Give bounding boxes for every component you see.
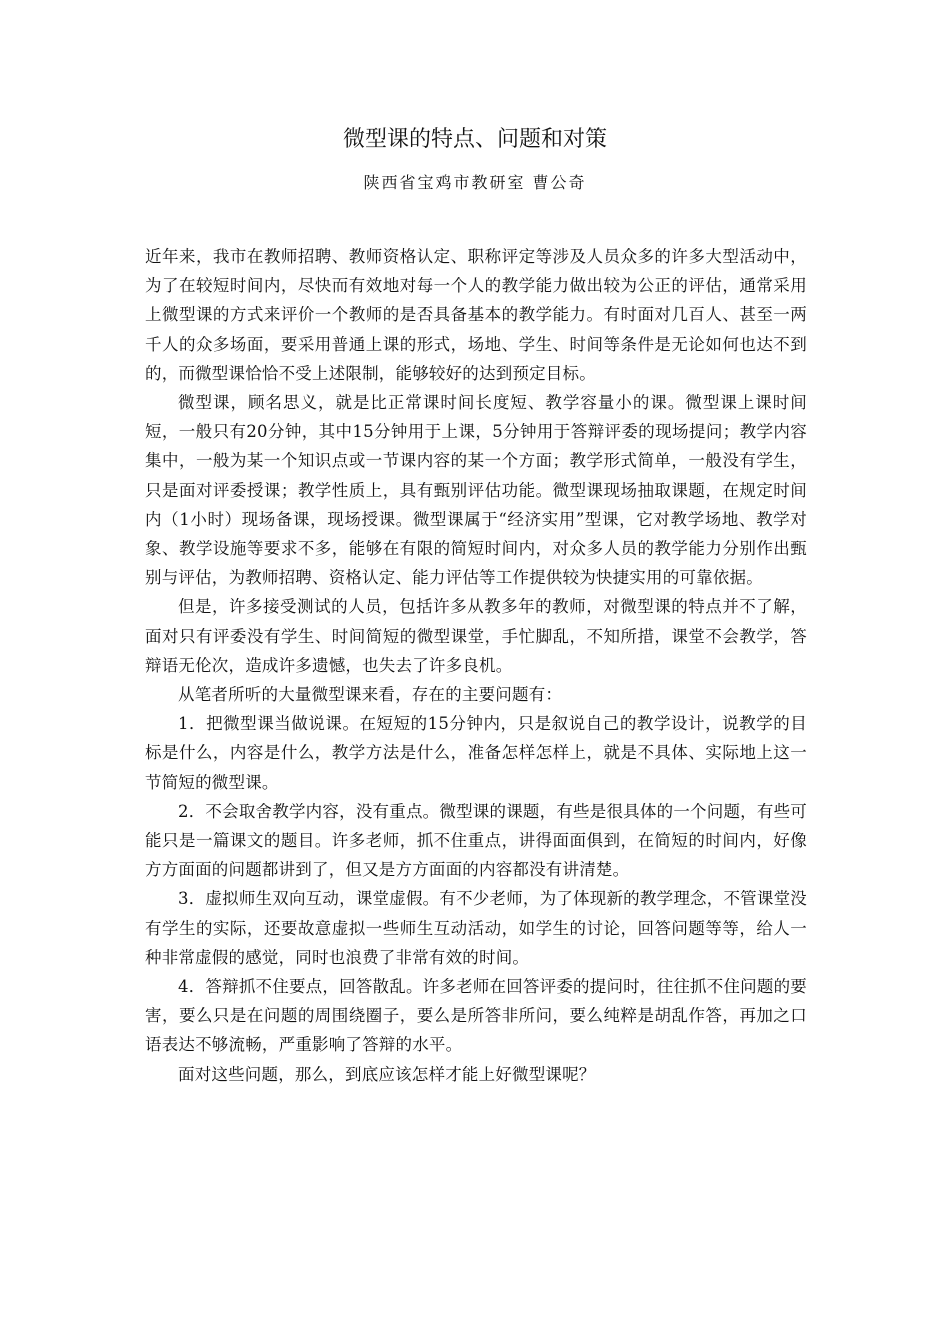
document-body	[145, 242, 807, 1089]
paragraph-problems-lead: 从笔者所听的大量微型课来看，存在的主要问题有：	[178, 685, 563, 705]
paragraph-problem-2: 2．不会取舍教学内容，没有重点。微型课的课题，有些是很具体的一个问题，有些可能只是一篇课文的题目。许多老师，抓不住重点，讲得面面俱到，在简短的时间内，好像方方面面的问题都讲到了，但又是方方面面的内容都没有讲清楚。	[145, 801, 807, 880]
author-line: 陕西省宝鸡市教研室 曹公奇	[363, 173, 587, 192]
paragraph-problem-overview: 但是，许多接受测试的人员，包括许多从教多年的教师，对微型课的特点并不了解，面对只有评委没有学生、时间简短的微型课堂，手忙脚乱，不知所措，课堂不会教学，答辩语无伦次，造成许多遗憾，也失去了许多良机。	[145, 597, 807, 675]
paragraph-intro: 近年来，我市在教师招聘、教师资格认定、职称评定等涉及人员众多的许多大型活动中，为了在较短时间内，尽快而有效地对每一个人的教学能力做出较为公正的评估，通常采用上微型课的方式来评价一个教师的是否具备基本的教学能力。有时面对几百人、甚至一两千人的众多场面，要采用普通上课的形式，场地、学生、时间等条件是无论如何也达不到的，而微型课恰恰不受上述限制，能够较好的达到预定目标。	[145, 247, 807, 383]
document-title: 微型课的特点、问题和对策	[342, 127, 607, 152]
paragraph-question: 面对这些问题，那么，到底应该怎样才能上好微型课呢？	[178, 1064, 596, 1084]
paragraph-definition: 微型课，顾名思义，就是比正常课时间长度短、教学容量小的课。微型课上课时间短，一般只有20分钟，其中15分钟用于上课，5分钟用于答辩评委的现场提问；教学内容集中，一般为某一个知识点或一节课内容的某一个方面；教学形式简单，一般没有学生，只是面对评委授课；教学性质上，具有甄别评估功能。微型课现场抽取课题，在规定时间内（1小时）现场备课，现场授课。微型课属于“经济实用”型课，它对教学场地、教学对象、教学设施等要求不多，能够在有限的简短时间内，对众多人员的教学能力分别作出甄别与评估，为教师招聘、资格认定、能力评估等工作提供较为快捷实用的可靠依据。	[145, 393, 807, 588]
paragraph-problem-4: 4．答辩抓不住要点，回答散乱。许多老师在回答评委的提问时，往往抓不住问题的要害，要么只是在问题的周围绕圈子，要么是所答非所问，要么纯粹是胡乱作答，再加之口语表达不够流畅，严重影响了答辩的水平。	[145, 977, 807, 1055]
paragraph-problem-1: 1．把微型课当做说课。在短短的15分钟内，只是叙说自己的教学设计，说教学的目标是什么，内容是什么，教学方法是什么，准备怎样怎样上，就是不具体、实际地上这一节简短的微型课。	[145, 714, 807, 792]
paragraph-problem-3: 3．虚拟师生双向互动，课堂虚假。有不少老师，为了体现新的教学理念，不管课堂没有学生的实际，还要故意虚拟一些师生互动活动，如学生的讨论，回答问题等等，给人一种非常虚假的感觉，同时也浪费了非常有效的时间。	[145, 889, 807, 967]
